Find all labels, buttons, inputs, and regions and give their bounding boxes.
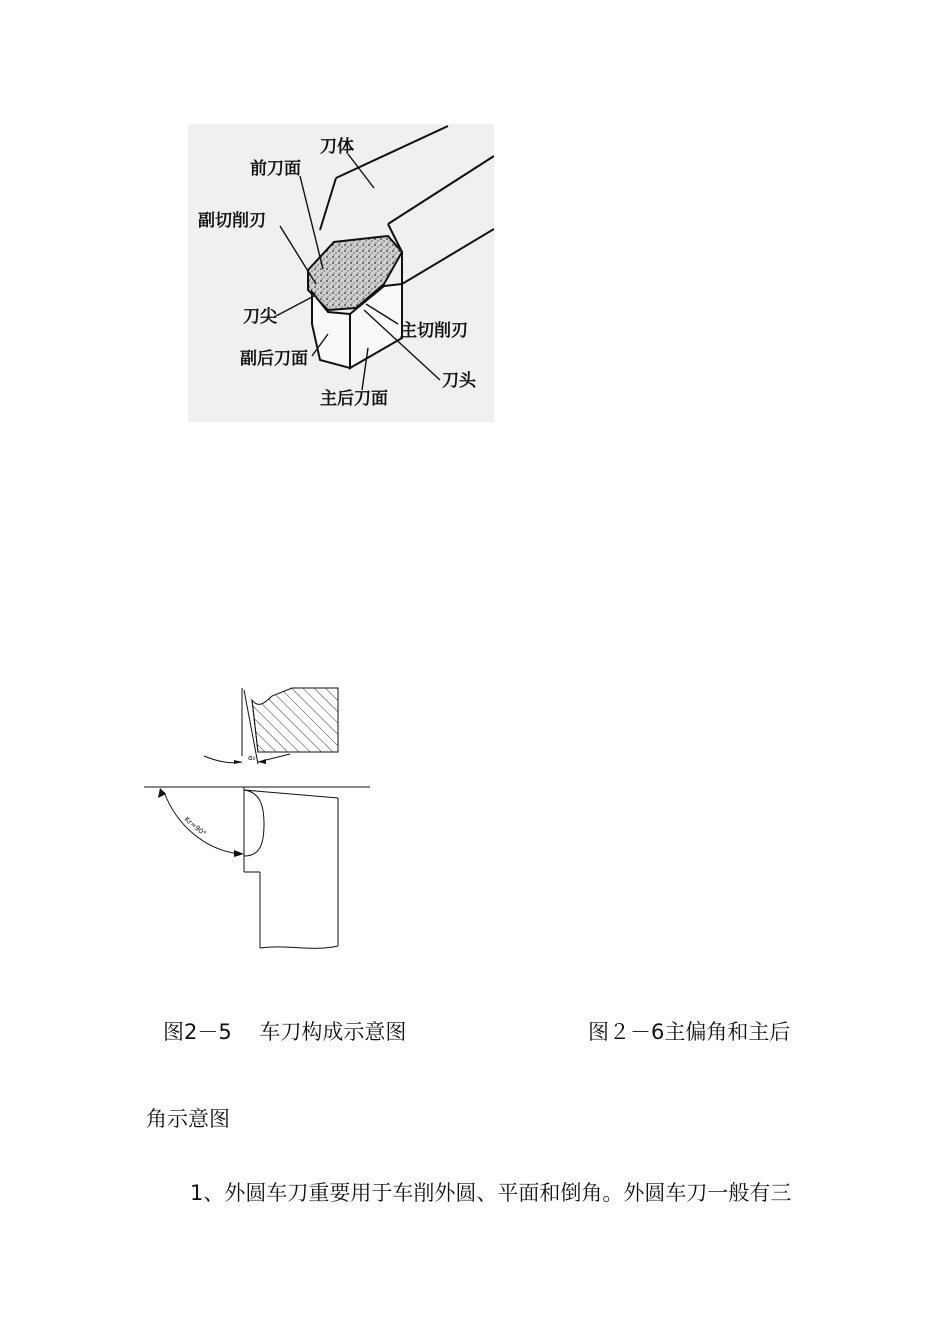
- figure-caption-2-6: 图２－6主偏角和主后: [588, 1020, 791, 1044]
- alpha-label: α₀: [248, 754, 256, 762]
- body-paragraph: 1、外圆车刀重要用于车削外圆、平面和倒角。外圆车刀一般有三: [190, 1181, 792, 1205]
- label-major-flank: 主后刀面: [320, 389, 388, 409]
- label-tool-tip: 刀尖: [243, 307, 277, 327]
- cutting-angle-figure: [140, 684, 375, 954]
- label-tool-head: 刀头: [442, 371, 476, 391]
- label-minor-flank: 副后刀面: [240, 349, 308, 369]
- label-major-cutting-edge: 主切削刃: [400, 321, 468, 341]
- kr-label: Kr=90°: [182, 815, 208, 839]
- label-rake-face: 前刀面: [250, 159, 301, 179]
- figure-caption-2-5: 图2－5 车刀构成示意图: [163, 1020, 407, 1044]
- label-tool-body: 刀体: [320, 137, 354, 157]
- figure-caption-2-6-continued: 角示意图: [146, 1107, 230, 1131]
- tool-structure-figure: [188, 124, 494, 422]
- label-minor-cutting-edge: 副切削刃: [198, 211, 266, 231]
